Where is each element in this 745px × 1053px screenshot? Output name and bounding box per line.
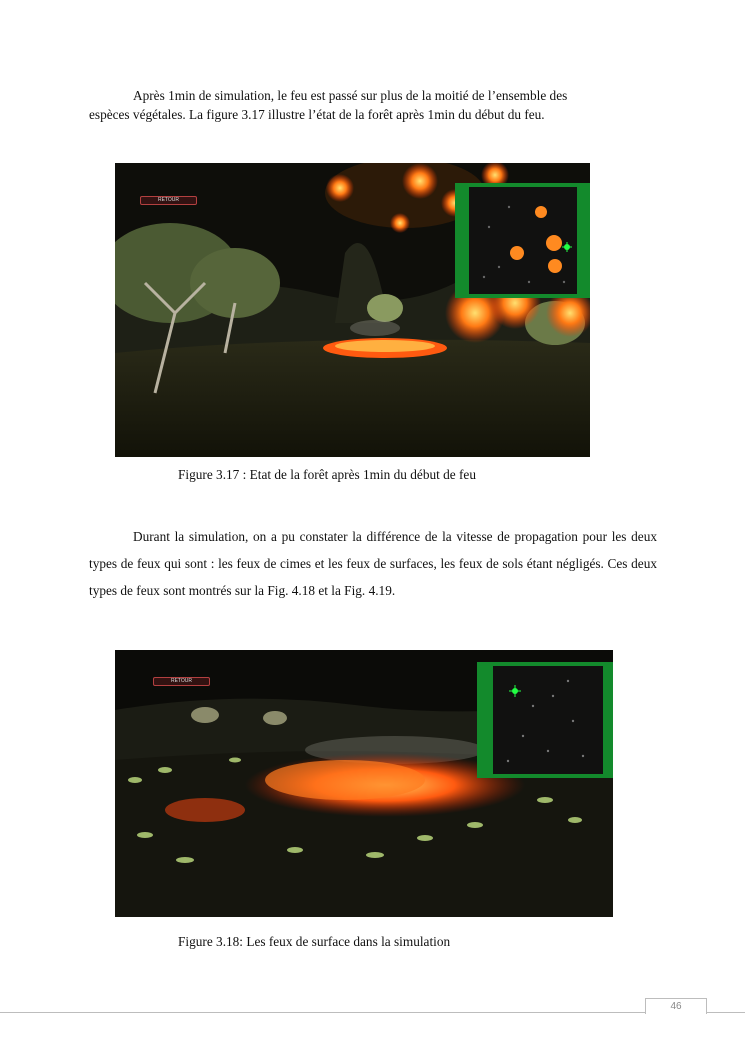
paragraph-propagation-text: Durant la simulation, on a pu constater la différence de la vitesse de propagation pour les deux types de feux qui sont : les feux de cimes et les feux de surfaces, les feux de sols étant négligés. Ces deux types de feux sont montrés sur la Fig. 4.18 et la Fig. 4.19. [89, 529, 657, 598]
paragraph-propagation [89, 523, 657, 604]
paragraph-intro [89, 86, 657, 124]
figure-3-17-caption: Figure 3.17 : Etat de la forêt après 1min du début de feu [178, 467, 476, 482]
retour-button[interactable]: RETOUR [153, 677, 210, 686]
figure-3-17-image [115, 163, 590, 457]
minimap [477, 662, 613, 778]
minimap-markers [493, 666, 603, 774]
paragraph-intro-line1: Après 1min de simulation, le feu est passé sur plus de la moitié de l’ensemble des [133, 88, 568, 103]
minimap [455, 183, 590, 298]
footer-rule [0, 1012, 745, 1013]
minimap-view [493, 666, 603, 774]
paragraph-intro-line2: espèces végétales. La figure 3.17 illustre l’état de la forêt après 1min du début du feu. [89, 107, 545, 122]
figure-3-18-image [115, 650, 613, 917]
page-number: 46 [645, 998, 707, 1014]
retour-button[interactable]: RETOUR [140, 196, 197, 205]
minimap-view [469, 187, 577, 294]
minimap-markers [469, 187, 577, 294]
figure-3-18-caption: Figure 3.18: Les feux de surface dans la simulation [178, 934, 451, 949]
